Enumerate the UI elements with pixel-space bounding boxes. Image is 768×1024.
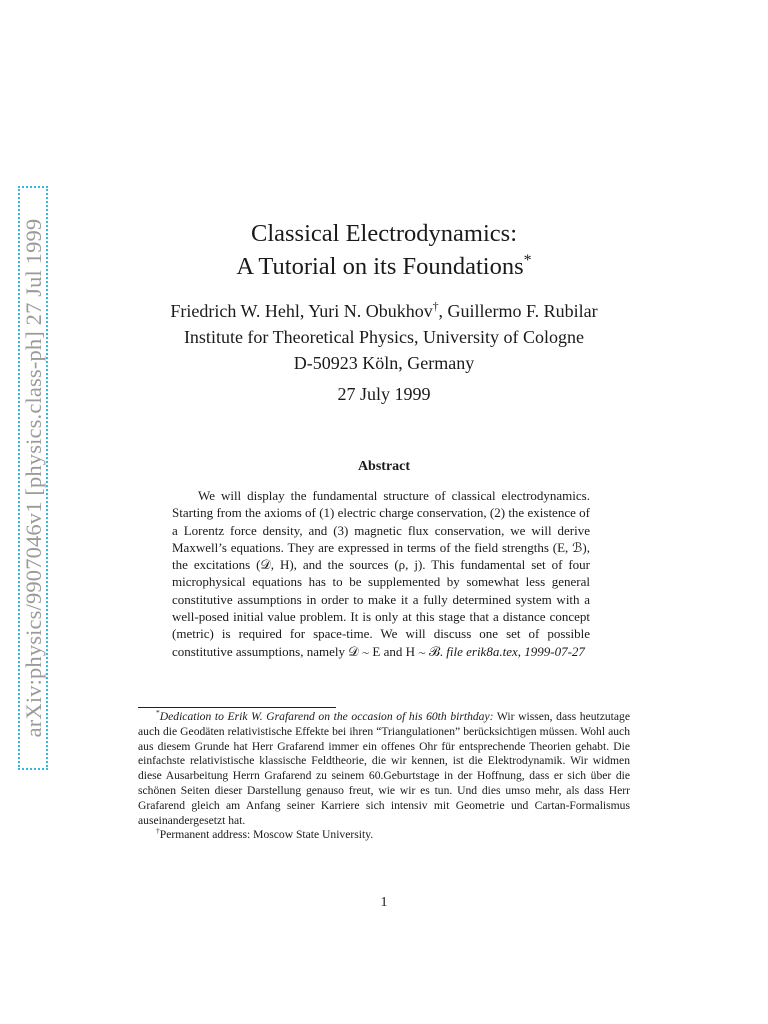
affiliation: Institute for Theoretical Physics, University of Cologne	[183, 327, 585, 347]
author-obukhov: Yuri N. Obukhov	[308, 301, 433, 321]
author-rubilar: , Guillermo F. Rubilar	[438, 301, 598, 321]
footnote-1-mark: *	[156, 708, 160, 718]
title-line-2	[0, 250, 768, 283]
author-block	[0, 298, 768, 376]
footnote-dedication	[138, 710, 630, 828]
title-footnote-mark: *	[523, 251, 532, 269]
abstract-file-note: file erik8a.tex, 1999-07-27	[443, 643, 585, 659]
page-number: 1	[380, 895, 388, 910]
address: D-50923 Köln, Germany	[293, 353, 475, 373]
title-line-1: Classical Electrodynamics:	[250, 220, 518, 247]
footnote-rule	[138, 707, 336, 708]
footnotes	[138, 710, 630, 843]
author-hehl: Friedrich W. Hehl,	[170, 301, 309, 321]
paper-title	[0, 217, 768, 283]
footnote-1-text: Wir wissen, dass heutzutage auch die Geodäten relativistische Effekte bei ihren “Triangulationen” berücksichtigen müssen. Wohl auch aus diesem Grunde hat Herr Grafarend immer ein offenes Ohr für entsprechende Theorien gehabt. Die einfachste relativistische klassische Feldtheorie, die wir kennen, ist die Elektrodynamik. Wir widmen diese Ausarbeitung Herrn Grafarend zu seinem 60.Geburtstage in der Hoffnung, dass er sich über die schönen Seiten dieser Darstellung genauso freut, wie wir es tun. Und dies umso mehr, als dass Herr Grafarend gleich am Anfang seiner Karriere sich intensiv mit Geometrie und Cartan-Formalismus auseinandergesetzt hat.	[138, 710, 630, 827]
footnote-1-dedication: Dedication to Erik W. Grafarend on the occasion of his 60th birthday:	[159, 710, 494, 723]
abstract-text: We will display the fundamental structure of classical electrodynamics. Starting from the axioms of (1) electric charge conservation, (2) the existence of a Lorentz force density, and (3) magnetic flux conservation, we will derive Maxwell’s equations. They are expressed in terms of the field strengths (E, ℬ), the excitations (𝒟, H), and the sources (ρ, j). This fundamental set of four microphysical equations has to be supplemented by somewhat less general constitutive assumptions in order to make it a fully determined system with a well-posed initial value problem. It is only at this stage that a distance concept (metric) is required for space-time. We will discuss one set of possible constitutive assumptions, namely 𝒟 ∼ E and H ∼ ℬ.	[172, 488, 590, 659]
abstract-body	[172, 487, 590, 660]
title-line-2-text: A Tutorial on its Foundations	[236, 253, 524, 280]
footnote-2-mark: †	[156, 826, 160, 836]
paper-date: 27 July 1999	[337, 384, 431, 404]
author-footnote-mark: †	[432, 300, 439, 313]
abstract-heading: Abstract	[357, 459, 411, 474]
author-names	[0, 298, 768, 324]
footnote-2-text: Permanent address: Moscow State University.	[159, 828, 374, 842]
footnote-permanent-address	[138, 828, 630, 843]
arxiv-identifier: arXiv:physics/9907046v1 [physics.class-ph] 27 Jul 1999	[21, 218, 46, 738]
